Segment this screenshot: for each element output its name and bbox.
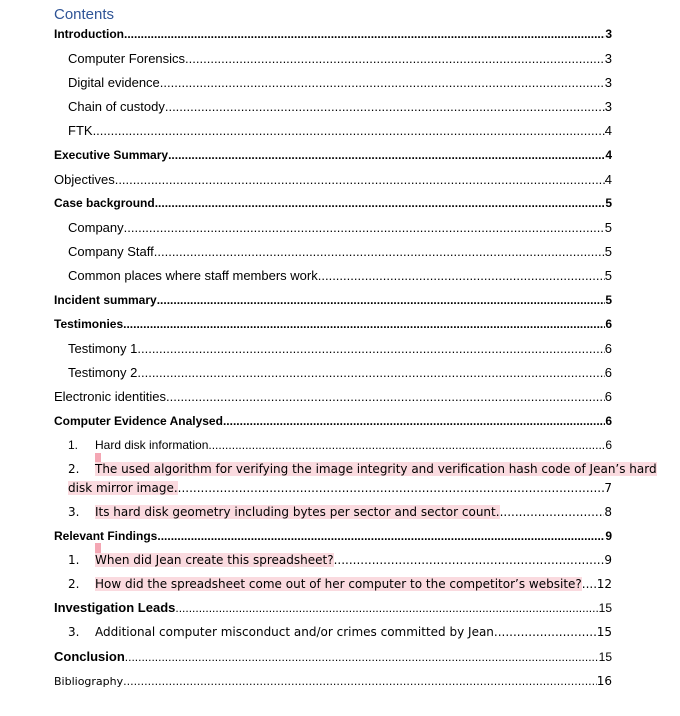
toc-entry-label: Executive Summary (54, 148, 169, 162)
toc-entry[interactable] (0, 268, 680, 283)
toc-entry[interactable] (0, 172, 680, 187)
toc-page-number: 12 (596, 577, 612, 591)
toc-entry-label: Computer Forensics (68, 51, 186, 66)
dot-leader (334, 553, 605, 567)
dot-leader (123, 675, 597, 688)
toc-entry-label: Chain of custody (68, 99, 165, 114)
toc-entry[interactable] (0, 148, 680, 162)
toc-page-number: 6 (604, 365, 612, 380)
toc-entry-label: Testimonies (54, 317, 124, 331)
dot-leader (175, 601, 598, 615)
toc-entry[interactable] (0, 27, 680, 41)
toc-entry-label: Objectives (54, 172, 115, 187)
toc-entry-label: When did Jean create this spreadsheet? (95, 553, 334, 567)
toc-entry-label-line2: disk mirror image. (68, 481, 178, 495)
toc-entry[interactable] (0, 600, 680, 615)
toc-page-number: 4 (605, 148, 612, 162)
toc-entry-label: Incident summary (54, 293, 157, 307)
toc-page-number: 9 (605, 529, 612, 543)
toc-entry[interactable] (0, 341, 680, 356)
toc-page-number: 6 (605, 414, 612, 428)
toc-entry-label: FTK (68, 123, 93, 138)
dot-leader (157, 529, 605, 543)
dot-leader (168, 148, 605, 162)
toc-entry-label: Its hard disk geometry including bytes per sector and sector count. (95, 505, 500, 519)
dot-leader (154, 244, 605, 259)
toc-entry-label-line1: The used algorithm for verifying the image integrity and verification hash code of Jean’s hard (95, 462, 657, 476)
toc-entry[interactable] (0, 529, 680, 543)
toc-entry-label: Testimony 1 (68, 341, 138, 356)
dot-leader (208, 438, 605, 452)
toc-entry-label: Conclusion (54, 649, 125, 664)
dot-leader (178, 481, 605, 495)
toc-entry[interactable] (0, 99, 680, 114)
toc-entry[interactable] (0, 123, 680, 138)
dot-leader (165, 99, 605, 114)
toc-page-number: 3 (604, 51, 612, 66)
toc-entry[interactable] (0, 293, 680, 307)
list-number: 3. (68, 505, 80, 519)
toc-page-number: 15 (598, 650, 612, 664)
toc-entry-label: Case background (54, 196, 155, 210)
toc-entry[interactable] (0, 577, 680, 591)
toc-page-number: 6 (604, 389, 612, 404)
dot-leader (123, 317, 605, 331)
toc-entry-label: Electronic identities (54, 389, 166, 404)
toc-entry-label: Company (68, 220, 124, 235)
toc-page-number: 5 (604, 268, 612, 283)
toc-entry-label: Relevant Findings (54, 529, 158, 543)
dot-leader (160, 75, 605, 90)
dot-leader (137, 365, 604, 380)
dot-leader (137, 341, 604, 356)
toc-entry[interactable] (0, 389, 680, 404)
dot-leader (185, 51, 605, 66)
toc-entry-label: Common places where staff members work (68, 268, 318, 283)
list-number: 2. (68, 577, 80, 591)
dot-leader (115, 172, 605, 187)
dot-leader (582, 577, 597, 591)
toc-entry[interactable] (0, 51, 680, 66)
list-number: 1. (68, 553, 80, 567)
toc-entry-label: Company Staff (68, 244, 154, 259)
toc-entry-label: Digital evidence (68, 75, 160, 90)
toc-entry-label: Investigation Leads (54, 600, 176, 615)
toc-page-number: 15 (598, 601, 612, 615)
dot-leader (500, 505, 605, 519)
dot-leader (125, 650, 599, 664)
dot-leader (157, 293, 606, 307)
toc-page-number: 16 (596, 674, 612, 688)
dot-leader (498, 625, 597, 639)
toc-entry[interactable] (0, 196, 680, 210)
dot-leader (124, 220, 605, 235)
toc-page-number: 9 (604, 553, 612, 567)
toc-entry[interactable] (0, 674, 680, 688)
toc-entry-label: How did the spreadsheet come out of her computer to the competitor’s website? (95, 577, 582, 591)
toc-page-number: 3 (604, 99, 612, 114)
toc-page-number: 8 (604, 505, 612, 519)
toc-page-number: 5 (605, 196, 612, 210)
toc-page-number: 6 (605, 317, 612, 331)
dot-leader (155, 196, 606, 210)
toc-entry[interactable] (0, 462, 680, 476)
toc-page-number: 3 (605, 27, 612, 41)
toc-entry-label: Introduction (54, 27, 124, 41)
dot-leader (124, 27, 605, 41)
list-number: 3. (68, 625, 80, 639)
list-number: 1. (68, 438, 79, 452)
toc-entry[interactable] (0, 553, 680, 567)
toc-entry-label: Additional computer misconduct and/or crimes committed by Jean. (95, 625, 498, 639)
toc-page-number: 4 (604, 172, 612, 187)
toc-entry[interactable] (0, 365, 680, 380)
toc-entry[interactable] (0, 220, 680, 235)
toc-entry[interactable] (0, 414, 680, 428)
toc-entry[interactable] (0, 317, 680, 331)
toc-entry[interactable] (0, 438, 680, 452)
dot-leader (318, 268, 605, 283)
toc-entry-label: Computer Evidence Analysed (54, 414, 223, 428)
toc-entry[interactable] (0, 625, 680, 639)
dot-leader (166, 389, 605, 404)
dot-leader (223, 414, 605, 428)
toc-title: Contents (54, 6, 115, 23)
toc-page-number: 6 (604, 341, 612, 356)
toc-page-number: 7 (604, 481, 612, 495)
toc-page-number: 5 (605, 293, 612, 307)
toc-page-number: 5 (604, 220, 612, 235)
dot-leader (93, 123, 605, 138)
toc-page-number: 15 (596, 625, 612, 639)
toc-page-number: 6 (605, 438, 612, 452)
list-number: 2. (68, 462, 80, 476)
toc-page-number: 4 (604, 123, 612, 138)
toc-page-number: 5 (604, 244, 612, 259)
toc-entry[interactable] (0, 244, 680, 259)
comment-marker[interactable] (95, 543, 101, 553)
toc-entry-label: Bibliography (54, 675, 124, 688)
toc-entry-label: Testimony 2 (68, 365, 138, 380)
toc-entry[interactable] (0, 75, 680, 90)
toc-entry-label: Hard disk information (95, 438, 209, 452)
toc-entry[interactable] (0, 505, 680, 519)
toc-page-number: 3 (604, 75, 612, 90)
toc-entry-continuation[interactable] (0, 481, 680, 495)
toc-entry[interactable] (0, 649, 680, 664)
